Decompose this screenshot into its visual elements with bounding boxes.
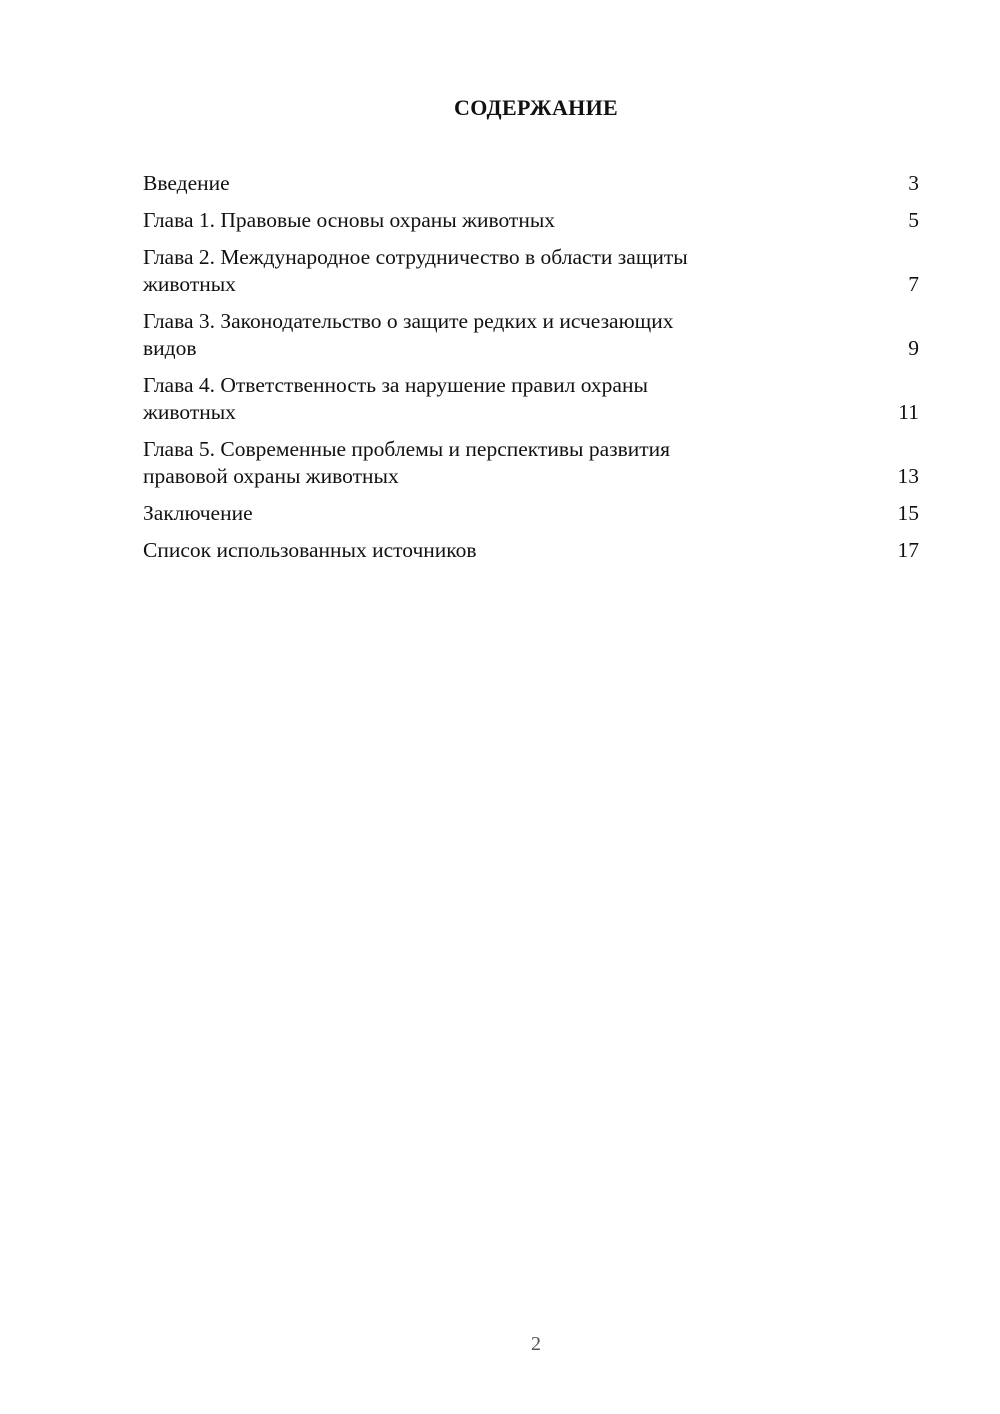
- table-of-contents: [143, 170, 919, 574]
- toc-entry-title: Глава 3. Законодательство о защите редких и исчезающих видов: [143, 309, 674, 360]
- toc-entry-references: [143, 537, 919, 564]
- toc-entry-chapter-3: [143, 308, 919, 362]
- toc-entry-title: Введение: [143, 171, 230, 195]
- toc-entry-page: 7: [908, 272, 919, 296]
- toc-entry-page: 9: [908, 336, 919, 360]
- toc-entry-page: 15: [897, 501, 919, 525]
- toc-heading: СОДЕРЖАНИЕ: [454, 95, 618, 120]
- toc-entry-page: 17: [897, 538, 919, 562]
- toc-entry-conclusion: [143, 500, 919, 527]
- toc-entry-title: Глава 1. Правовые основы охраны животных: [143, 208, 556, 232]
- toc-entry-page: 5: [908, 208, 919, 232]
- toc-entry-page: 13: [897, 464, 919, 488]
- toc-entry-title: Список использованных источников: [143, 538, 477, 562]
- page-number: 2: [531, 1333, 541, 1355]
- toc-entry-page: 3: [908, 171, 919, 195]
- toc-entry-introduction: [143, 170, 919, 197]
- toc-entry-chapter-1: [143, 207, 919, 234]
- toc-entry-title: Глава 5. Современные проблемы и перспективы развития правовой охраны животных: [143, 437, 671, 488]
- toc-entry-title: Глава 4. Ответственность за нарушение правил охраны животных: [143, 373, 648, 424]
- toc-entry-page: 11: [898, 400, 919, 424]
- toc-entry-title: Заключение: [143, 501, 253, 525]
- toc-entry-chapter-5: [143, 436, 919, 490]
- toc-entry-chapter-4: [143, 372, 919, 426]
- toc-entry-title: Глава 2. Международное сотрудничество в области защиты животных: [143, 245, 688, 296]
- toc-entry-chapter-2: [143, 244, 919, 298]
